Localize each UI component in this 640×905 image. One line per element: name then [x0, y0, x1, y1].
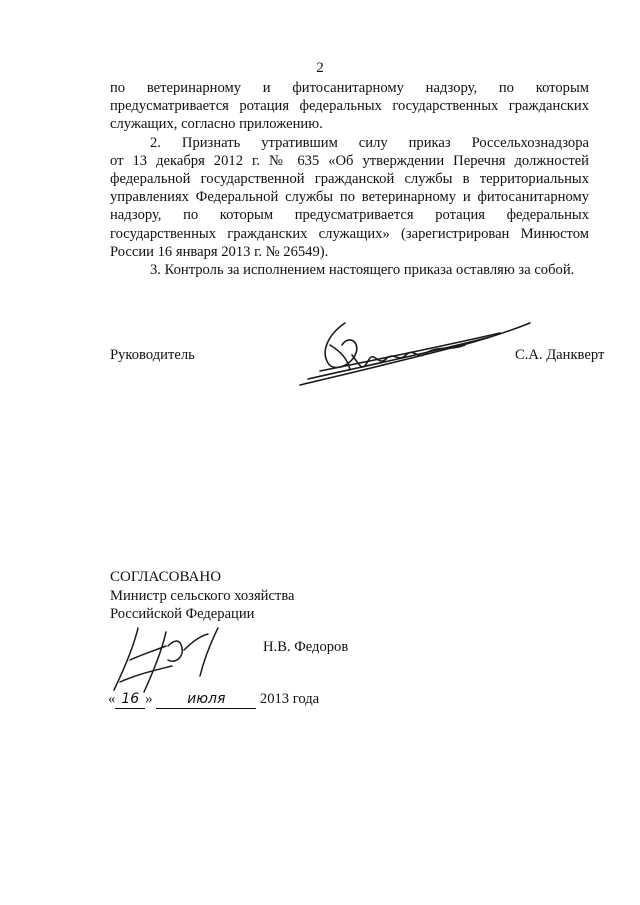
text-line: государственных гражданских служащих» (зарегистрирован Минюстом — [110, 225, 589, 242]
page-number: 2 — [316, 60, 324, 76]
date-month: июля — [156, 692, 256, 709]
text-line: надзору, по которым предусматривается ротация федеральных — [110, 207, 589, 224]
paragraph-1 — [110, 79, 589, 134]
signatory-name: С.А. Данкверт — [515, 347, 605, 363]
date-day: 16 — [115, 692, 145, 709]
text-line: служащих, согласно приложению. — [110, 116, 323, 133]
approval-heading: СОГЛАСОВАНО — [110, 569, 222, 585]
text-line: от 13 декабря 2012 г. № 635 «Об утверждении Перечня должностей — [110, 152, 589, 169]
text-line: 3. Контроль за исполнением настоящего приказа оставляю за собой. — [150, 262, 575, 279]
text-line: 2. Признать утратившим силу приказ Россельхознадзора — [150, 134, 589, 151]
approval-line-1: Министр сельского хозяйства — [110, 588, 295, 604]
approval-line-2: Российской Федерации — [110, 606, 255, 622]
paragraph-2 — [110, 134, 589, 261]
date-close-quote: » — [145, 691, 153, 707]
text-line: России 16 января 2013 г. № 26549). — [110, 243, 329, 260]
text-line: предусматривается ротация федеральных государственных гражданских — [110, 98, 589, 115]
approval-date — [108, 690, 319, 709]
text-line: федеральной государственной гражданской службы в территориальных — [110, 171, 589, 188]
position-title: Руководитель — [110, 347, 195, 363]
date-year: 2013 года — [259, 691, 320, 707]
text-line: управлениях Федеральной службы по ветеринарному и фитосанитарному — [110, 189, 589, 206]
date-open-quote: « — [108, 691, 116, 707]
document-body — [110, 79, 589, 279]
text-line: по ветеринарному и фитосанитарному надзору, по которым — [110, 80, 589, 96]
paragraph-3 — [110, 261, 589, 279]
approval-signatory-name: Н.В. Федоров — [263, 639, 349, 655]
